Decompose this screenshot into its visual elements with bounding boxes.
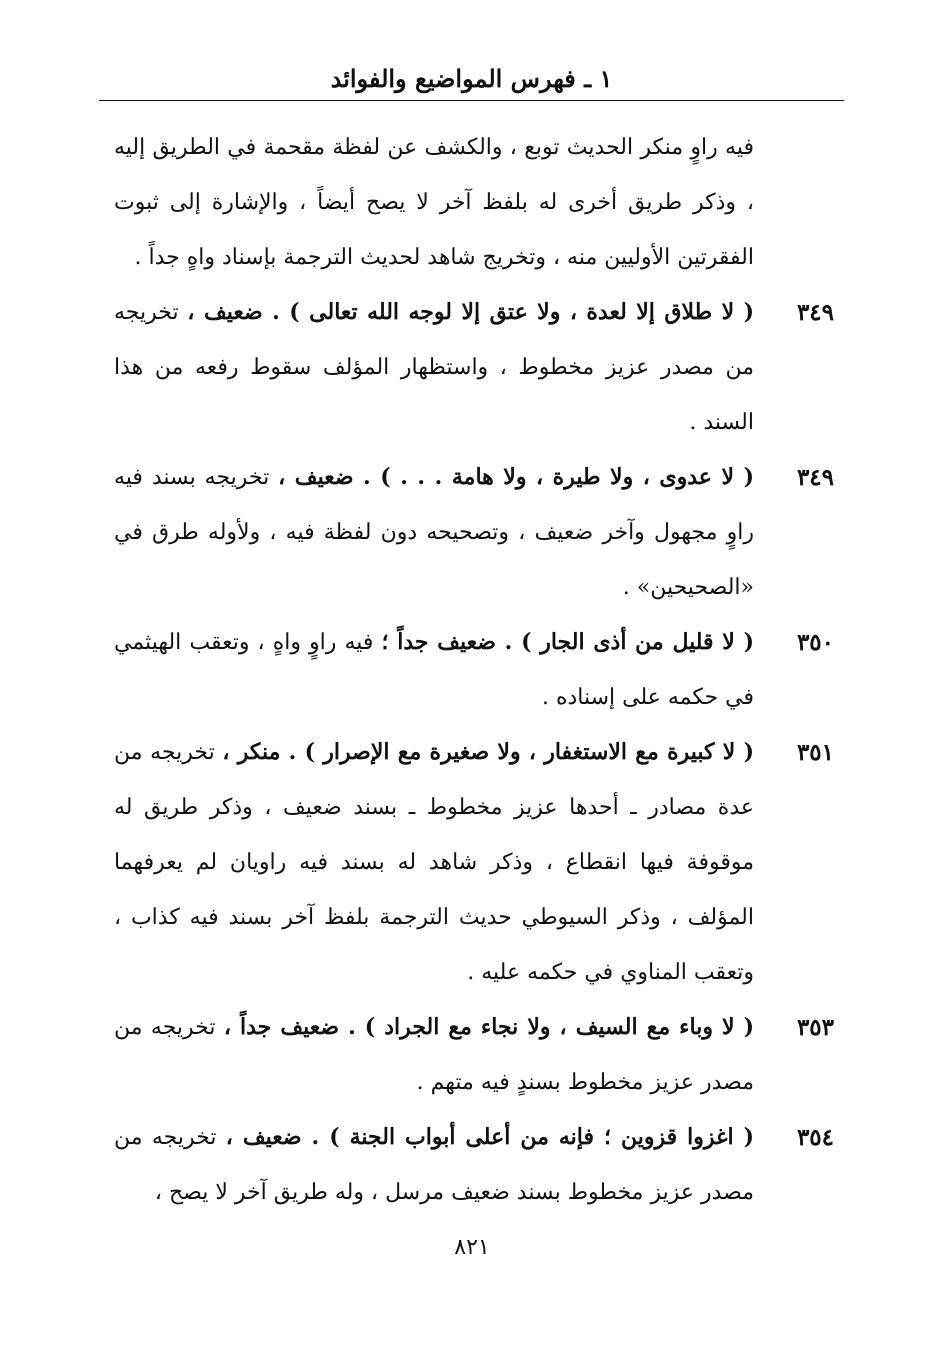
entry-hadith: ( لا عدوى ، ولا طيرة ، ولا هامة . . . ) . ضعيف ، bbox=[278, 464, 754, 490]
index-body bbox=[114, 120, 834, 1220]
entry-text bbox=[114, 725, 754, 1000]
entry-text bbox=[114, 615, 754, 725]
entry-number: ٣٥٣ bbox=[796, 1014, 834, 1041]
entry-description: تخريجه من مصدر عزيز مخطوط بسندٍ فيه متهم . bbox=[114, 1015, 754, 1095]
entry-number: ٣٤٩ bbox=[796, 299, 834, 326]
entry-number: ٣٤٩ bbox=[796, 464, 834, 491]
index-entry bbox=[114, 615, 834, 725]
index-entry bbox=[114, 285, 834, 450]
index-entry bbox=[114, 725, 834, 1000]
entry-hadith: ( لا قليل من أذى الجار ) . ضعيف جداً ؛ bbox=[381, 629, 754, 655]
entry-description: تخريجه من مصدر عزيز مخطوط ، واستظهار المؤلف سقوط رفعه من هذا السند . bbox=[114, 300, 754, 435]
entry-text bbox=[114, 1110, 754, 1220]
entry-text bbox=[114, 1000, 754, 1110]
entry-text bbox=[114, 450, 754, 615]
entry-hadith: ( لا طلاق إلا لعدة ، ولا عتق إلا لوجه الله تعالى ) . ضعيف ، bbox=[187, 299, 755, 325]
entry-text bbox=[114, 120, 754, 285]
entry-number: ٣٥١ bbox=[796, 739, 834, 766]
entry-description: تخريجه من عدة مصادر ـ أحدها عزيز مخطوط ـ بسند ضعيف ، وذكر طريق له موقوفة فيها انقطاع ، وذكر شاهد له بسند فيه راويان لم يعرفهما المؤلف ، وذكر السيوطي حديث الترجمة بلفظ آخر بسند فيه كذاب ، وتعقب المناوي في حكمه عليه . bbox=[114, 740, 755, 985]
entry-text bbox=[114, 285, 754, 450]
entry-description: فيه راوٍ منكر الحديث توبع ، والكشف عن لفظة مقحمة في الطريق إليه ، وذكر طريق أخرى له بلفظ آخر لا يصح أيضاً ، والإشارة إلى ثبوت الفقرتين الأوليين منه ، وتخريج شاهد لحديث الترجمة بإسناد واهٍ جداً . bbox=[114, 135, 754, 270]
index-entry bbox=[114, 1000, 834, 1110]
index-entry bbox=[114, 450, 834, 615]
entry-description: تخريجه بسند فيه راوٍ مجهول وآخر ضعيف ، وتصحيحه دون لفظة فيه ، ولأوله طرق في «الصحيحين» . bbox=[114, 465, 754, 600]
entry-number: ٣٥٠ bbox=[796, 629, 834, 656]
page-number: ٨٢١ bbox=[454, 1235, 490, 1260]
index-entry bbox=[114, 1110, 834, 1220]
entry-hadith: ( لا كبيرة مع الاستغفار ، ولا صغيرة مع الإصرار ) . منكر ، bbox=[222, 739, 754, 765]
entry-number: ٣٥٤ bbox=[796, 1124, 834, 1151]
header-rule bbox=[99, 100, 844, 101]
entry-hadith: ( لا وباء مع السيف ، ولا نجاء مع الجراد ) . ضعيف جداً ، bbox=[223, 1014, 754, 1040]
index-entry bbox=[114, 120, 834, 285]
entry-hadith: ( اغزوا قزوين ؛ فإنه من أعلى أبواب الجنة ) . ضعيف ، bbox=[225, 1124, 754, 1150]
running-title: ١ ـ فهرس المواضيع والفوائد bbox=[330, 64, 613, 93]
entry-description: فيه راوٍ واهٍ ، وتعقب الهيثمي في حكمه على إسناده . bbox=[114, 630, 754, 710]
entry-description: تخريجه من مصدر عزيز مخطوط بسند ضعيف مرسل ، وله طريق آخر لا يصح ، bbox=[114, 1125, 754, 1205]
